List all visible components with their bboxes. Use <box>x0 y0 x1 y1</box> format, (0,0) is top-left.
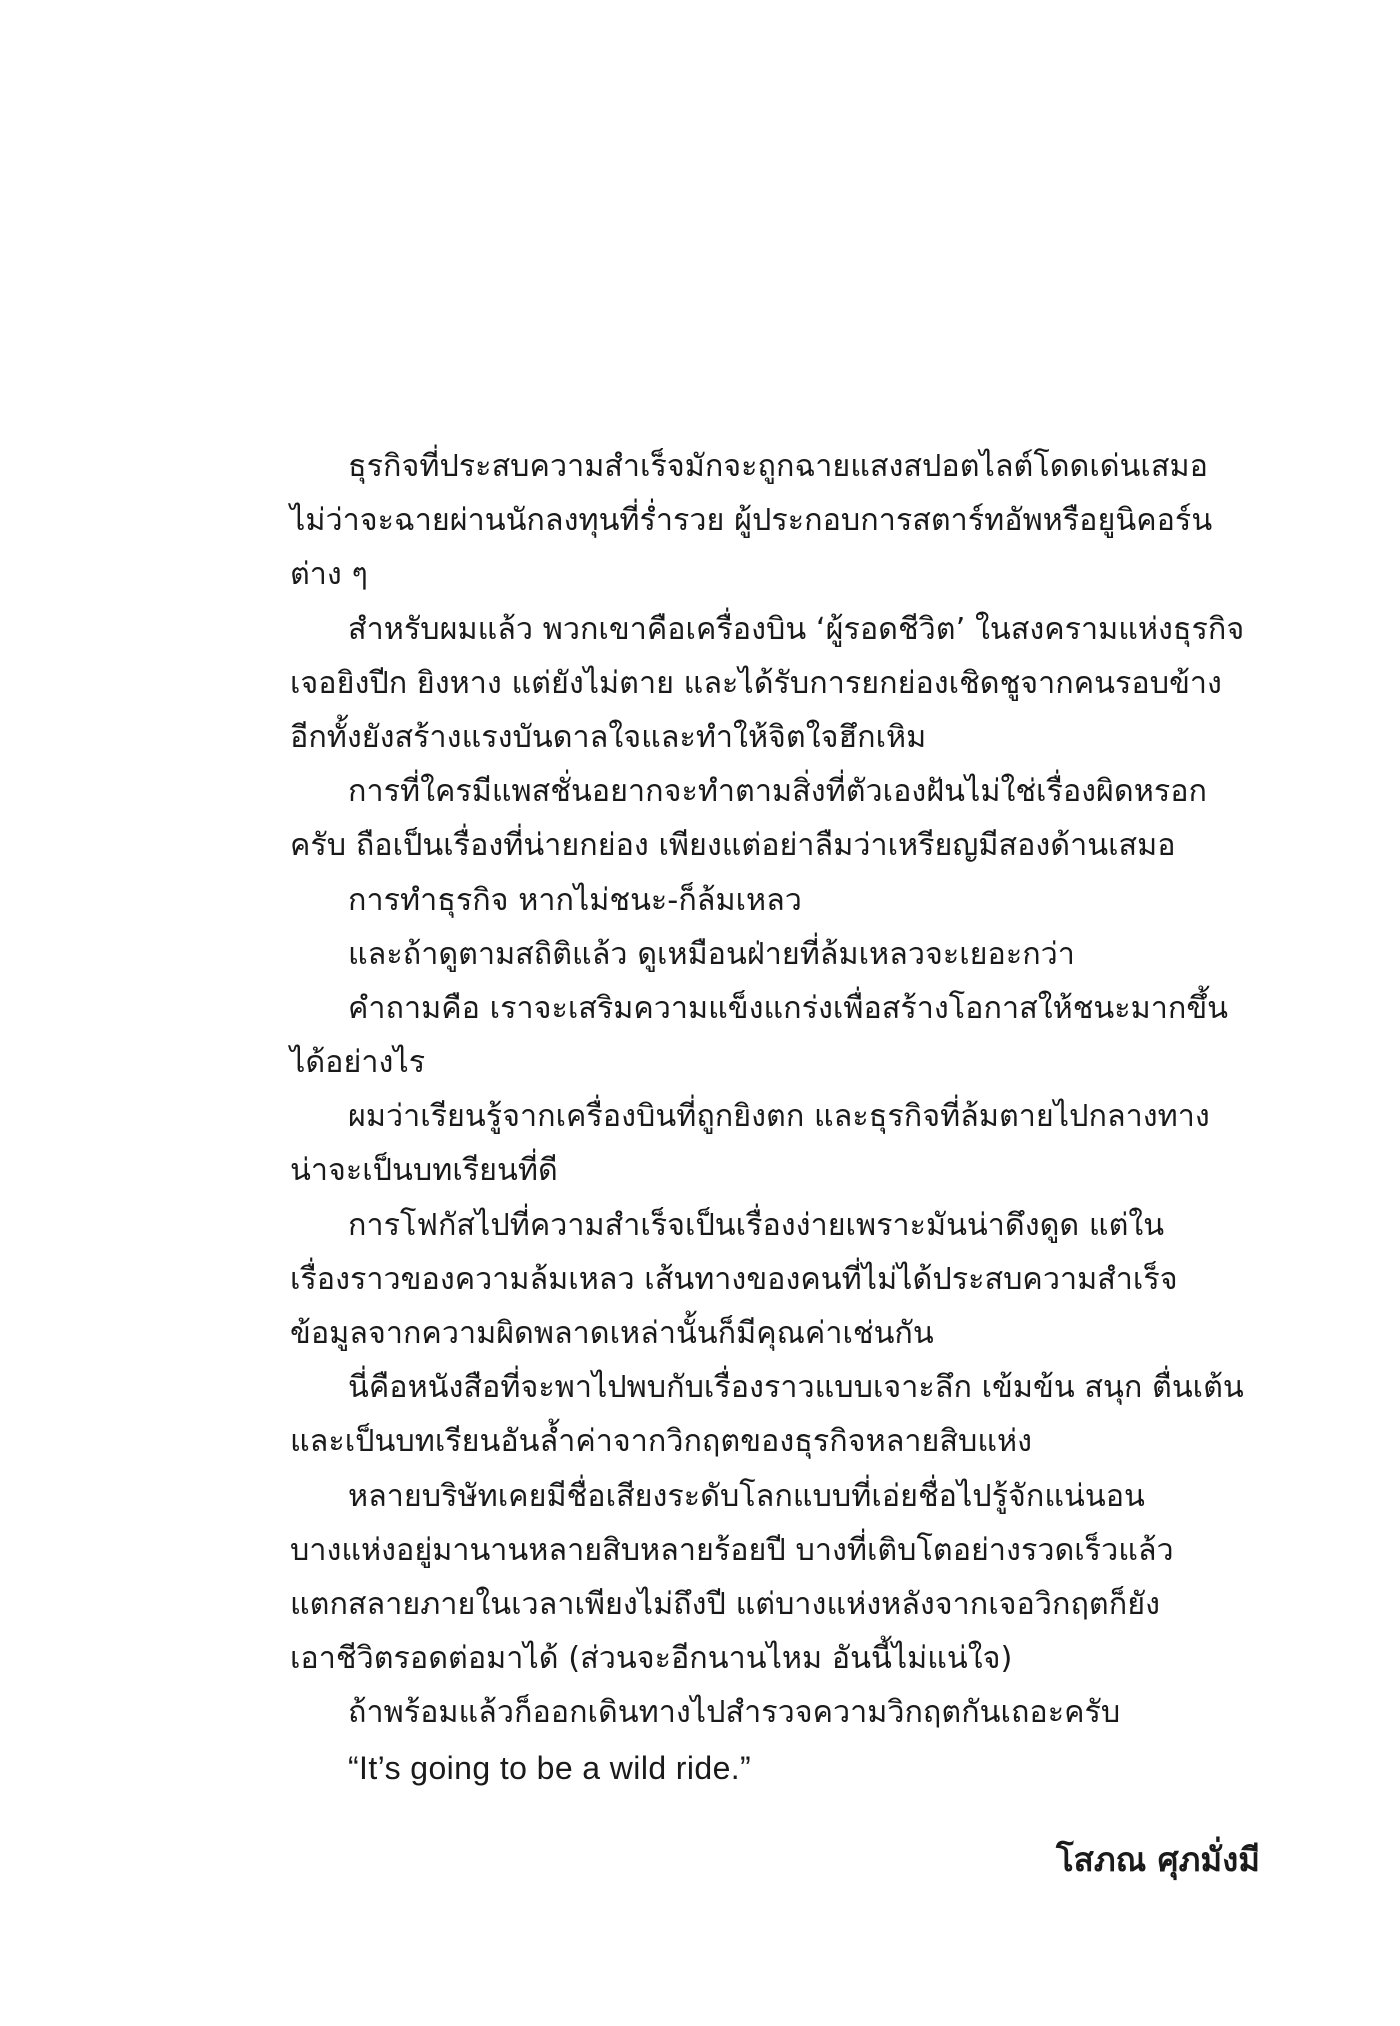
text-line: ไม่ว่าจะฉายผ่านนักลงทุนที่ร่ำรวย ผู้ประกอบการสตาร์ทอัพหรือยูนิคอร์น <box>290 503 1213 539</box>
text-line: คำถามคือ เราจะเสริมความแข็งแกร่งเพื่อสร้างโอกาสให้ชนะมากขึ้น <box>348 990 1229 1026</box>
text-line: น่าจะเป็นบทเรียนที่ดี <box>290 1153 558 1189</box>
text-line: และเป็นบทเรียนอันล้ำค่าจากวิกฤตของธุรกิจหลายสิบแห่ง <box>290 1424 1033 1460</box>
text-line: ผมว่าเรียนรู้จากเครื่องบินที่ถูกยิงตก และธุรกิจที่ล้มตายไปกลางทาง <box>348 1099 1210 1135</box>
author-signature: โสภณ ศุภมั่งมี <box>1055 1840 1260 1879</box>
text-line: ถ้าพร้อมแล้วก็ออกเดินทางไปสำรวจความวิกฤตกันเถอะครับ <box>348 1695 1121 1731</box>
text-line: ต่าง ๆ <box>290 557 368 593</box>
text-line: การทำธุรกิจ หากไม่ชนะ-ก็ล้มเหลว <box>348 882 802 918</box>
text-line: ธุรกิจที่ประสบความสำเร็จมักจะถูกฉายแสงสปอตไลต์โดดเด่นเสมอ <box>348 449 1208 484</box>
text-line: แตกสลายภายในเวลาเพียงไม่ถึงปี แต่บางแห่งหลังจากเจอวิกฤตก็ยัง <box>290 1586 1160 1622</box>
text-line: เอาชีวิตรอดต่อมาได้ (ส่วนจะอีกนานไหม อันนี้ไม่แน่ใจ) <box>290 1641 1013 1677</box>
preface-text <box>290 440 1260 1795</box>
text-line: อีกทั้งยังสร้างแรงบันดาลใจและทำให้จิตใจฮึกเหิม <box>290 719 927 755</box>
text-line: การที่ใครมีแพสชั่นอยากจะทำตามสิ่งที่ตัวเองฝันไม่ใช่เรื่องผิดหรอก <box>348 774 1208 810</box>
text-line: เจอยิงปีก ยิงหาง แต่ยังไม่ตาย และได้รับการยกย่องเชิดชูจากคนรอบข้าง <box>290 665 1222 701</box>
text-line: บางแห่งอยู่มานานหลายสิบหลายร้อยปี บางที่เติบโตอย่างรวดเร็วแล้ว <box>290 1532 1174 1568</box>
text-line: หลายบริษัทเคยมีชื่อเสียงระดับโลกแบบที่เอ่ยชื่อไปรู้จักแน่นอน <box>348 1478 1145 1514</box>
text-line: นี่คือหนังสือที่จะพาไปพบกับเรื่องราวแบบเจาะลึก เข้มข้น สนุก ตื่นเต้น <box>348 1370 1244 1406</box>
text-line: การโฟกัสไปที่ความสำเร็จเป็นเรื่องง่ายเพราะมันน่าดึงดูด แต่ใน <box>348 1207 1165 1243</box>
text-line: ได้อย่างไร <box>290 1045 426 1081</box>
text-line: “It’s going to be a wild ride.” <box>348 1749 752 1786</box>
text-line: ครับ ถือเป็นเรื่องที่น่ายกย่อง เพียงแต่อย่าลืมว่าเหรียญมีสองด้านเสมอ <box>290 828 1176 864</box>
text-line: สำหรับผมแล้ว พวกเขาคือเครื่องบิน ‘ผู้รอดชีวิต’ ในสงครามแห่งธุรกิจ <box>348 611 1245 647</box>
text-line: ข้อมูลจากความผิดพลาดเหล่านั้นก็มีคุณค่าเช่นกัน <box>290 1316 934 1351</box>
text-line: เรื่องราวของความล้มเหลว เส้นทางของคนที่ไม่ได้ประสบความสำเร็จ <box>290 1261 1178 1297</box>
text-line: และถ้าดูตามสถิติแล้ว ดูเหมือนฝ่ายที่ล้มเหลวจะเยอะกว่า <box>348 936 1075 972</box>
